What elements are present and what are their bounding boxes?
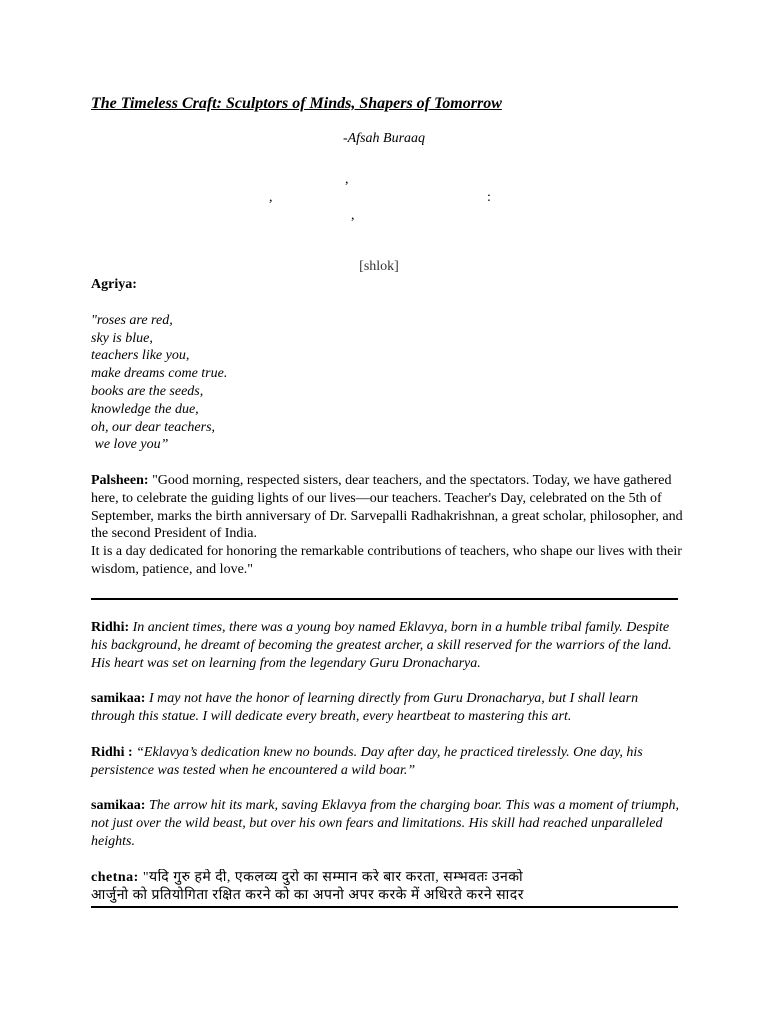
poem-line: "roses are red,: [91, 312, 173, 328]
shlok-mark: ,: [351, 208, 355, 223]
speaker-label: Palsheen:: [91, 473, 149, 488]
ridhi-section: [91, 619, 683, 672]
poem-line: books are the seeds,: [91, 383, 204, 399]
palsheen-paragraph: [91, 472, 683, 543]
section-divider: [91, 598, 678, 600]
speaker-label: chetna:: [91, 870, 139, 885]
speaker-label: Ridhi:: [91, 620, 130, 635]
samikaa-section-2: [91, 797, 683, 850]
poem-line: we love you”: [91, 437, 169, 453]
ridhi-section-2: [91, 744, 683, 780]
speech-text: आर्जुनो को प्रतियोगिता रक्षित करने को का अपनो अपर करके में अधिरते करने सादर: [91, 887, 524, 903]
poem-line: teachers like you,: [91, 348, 190, 364]
agriya-section: [91, 276, 683, 454]
shlok-mark: :: [487, 190, 491, 205]
chetna-section: [91, 869, 683, 905]
speech-text: In ancient times, there was a young boy named Eklavya, born in a humble tribal family. Despite his background, he dreamt of becoming the greatest archer, a skill reserved for the warriors of the land. His heart was set on learning from the legendary Guru Dronacharya.: [91, 620, 672, 671]
speech-text: It is a day dedicated for honoring the remarkable contributions of teachers, who shape our lives with their wisdom, patience, and love.": [91, 544, 682, 577]
speech-text: I may not have the honor of learning directly from Guru Dronacharya, but I shall learn through this statue. I will dedicate every breath, every heartbeat to mastering this art.: [91, 691, 639, 724]
poem-line: knowledge the due,: [91, 401, 199, 417]
document-title: The Timeless Craft: Sculptors of Minds, Shapers of Tomorrow: [91, 95, 502, 112]
speech-text: “Eklavya’s dedication knew no bounds. Day after day, he practiced tirelessly. One day, his persistence was tested when he encountered a wild boar.”: [91, 745, 643, 778]
speaker-label: Ridhi :: [91, 745, 133, 760]
author-line: -Afsah Buraaq: [342, 131, 426, 146]
poem-line: sky is blue,: [91, 330, 153, 346]
shlok-mark: ,: [345, 172, 349, 187]
shlok-mark: ,: [269, 190, 273, 205]
speaker-label: samikaa:: [91, 691, 146, 706]
speech-text: The arrow hit its mark, saving Eklavya from the charging boar. This was a moment of triumph, not just over the wild beast, but over his own fears and limitations. His skill had reached unparalleled heights.: [91, 798, 680, 849]
poem-line: oh, our dear teachers,: [91, 419, 216, 435]
samikaa-section: [91, 690, 683, 726]
palsheen-section: [91, 472, 683, 579]
speaker-label: Agriya:: [91, 277, 137, 292]
shlok-label: [shlok]: [359, 259, 399, 274]
speaker-label: samikaa:: [91, 798, 146, 813]
poem-line: make dreams come true.: [91, 366, 228, 382]
speech-text: "यदि गुरु हमे दी, एकलव्य दुरो का सम्मान करे बार करता, सम्भवतः उनको: [138, 870, 524, 885]
section-divider: [91, 906, 678, 908]
speech-text: "Good morning, respected sisters, dear teachers, and the spectators. Today, we have gathered here, to celebrate the guiding lights of our lives—our teachers. Teacher's Day, celebrated on the 5th of September, marks the birth anniversary of Dr. Sarvepalli Radhakrishnan, a great scholar, philosopher, and the second President of India.: [91, 473, 683, 542]
